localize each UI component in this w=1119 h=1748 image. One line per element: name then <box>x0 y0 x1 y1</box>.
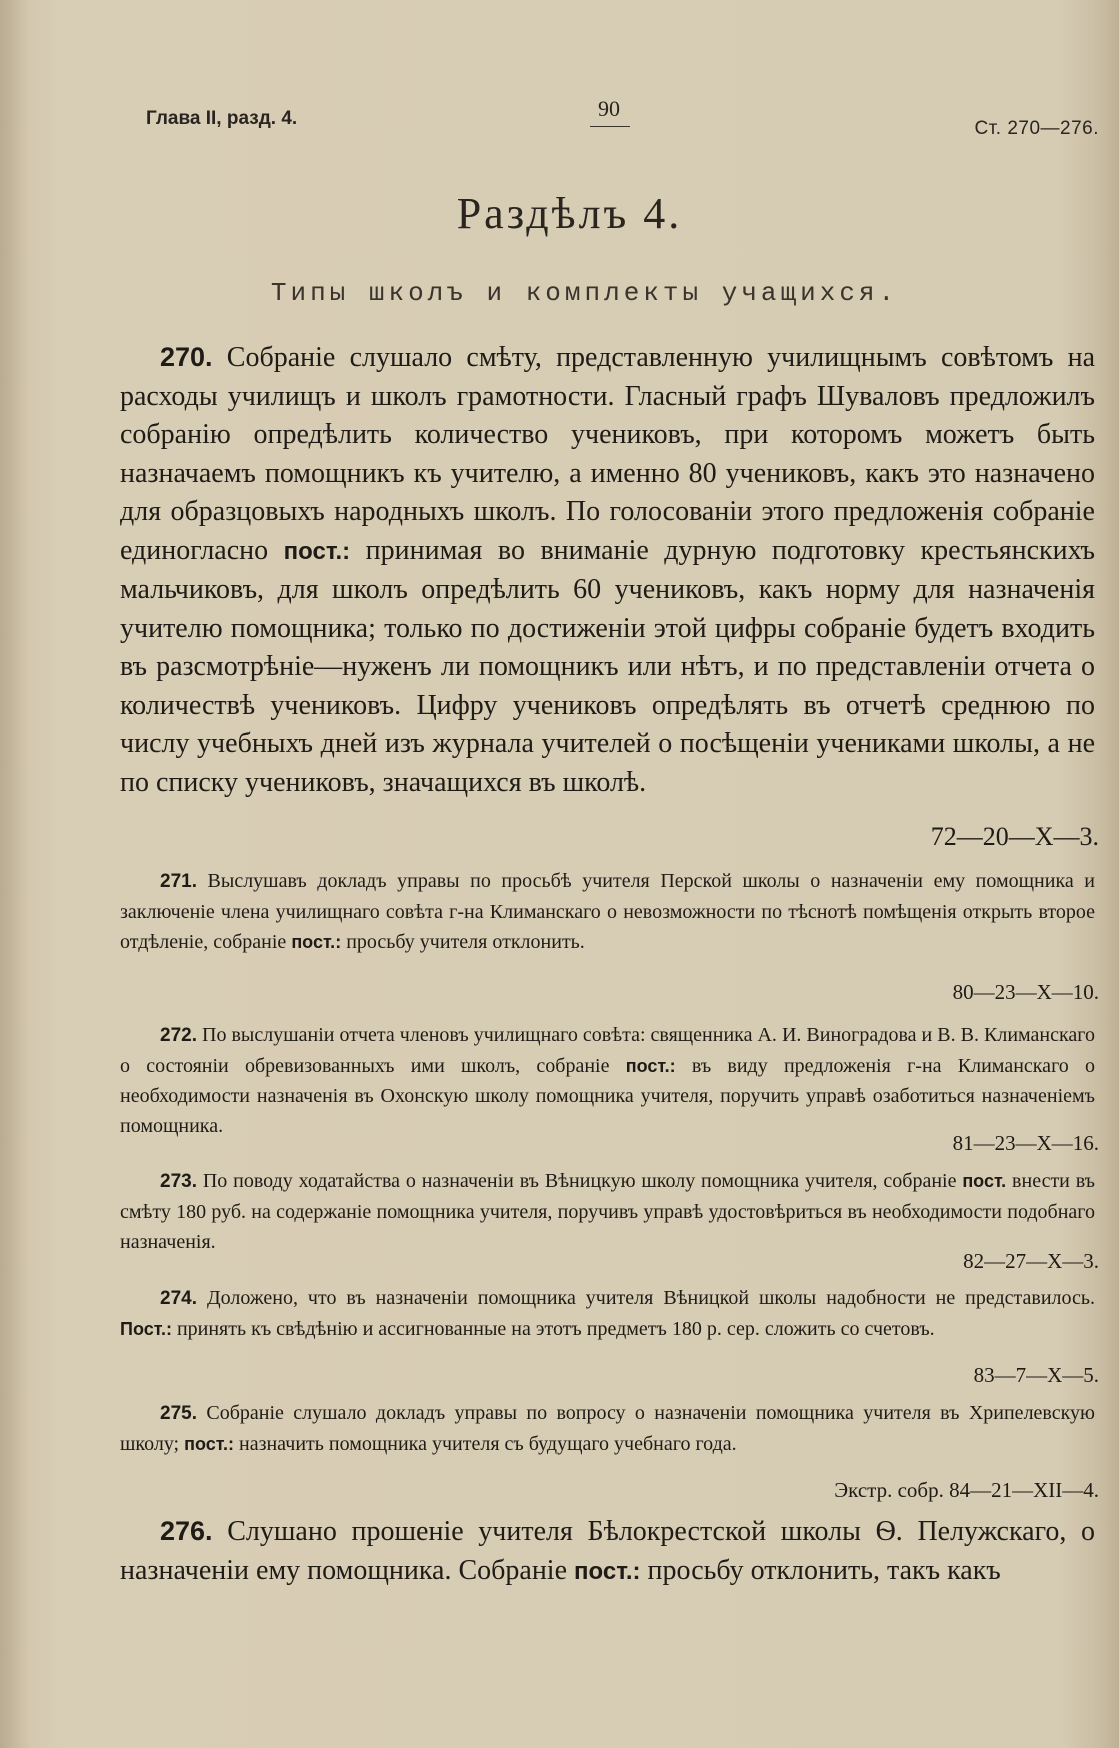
article-text: По выслушаніи отчета членовъ училищнаго совѣта: священника А. И. Виноградова и В. В. Климанскаго о состояніи обревизованныхъ ими школъ, собраніе <box>120 1024 1095 1077</box>
article-number: 275. <box>160 1403 197 1424</box>
resolution-keyword: пост.: <box>291 932 342 952</box>
resolution-keyword: пост.: <box>625 1056 676 1076</box>
page-number: 90 <box>598 96 620 121</box>
article-275-reference: Экстр. собр. 84—21—XII—4. <box>834 1478 1099 1502</box>
article-271-reference: 80—23—X—10. <box>952 980 1099 1004</box>
article-text: Собраніе слушало смѣту, представленную училищнымъ совѣтомъ на расходы училищъ и школъ грамотности. Гласный графъ Шуваловъ предложилъ собранію опредѣлить количество учениковъ, при которомъ можетъ быть назначаемъ помощникъ къ учителю, а именно 80 учениковъ, какъ это назначено для образцовыхъ народныхъ школъ. По голосованіи этого предложенія собраніе единогласно <box>120 342 1095 566</box>
article-270 <box>120 338 1095 802</box>
resolution-keyword: Пост.: <box>120 1319 172 1339</box>
resolution-keyword: пост.: <box>574 1557 641 1585</box>
article-number: 271. <box>160 871 197 892</box>
article-275 <box>120 1398 1095 1459</box>
article-number: 273. <box>160 1171 197 1192</box>
article-271 <box>120 866 1095 957</box>
article-text-cont: въ виду предложенія г-на Климанскаго о необходимости назначенія въ Охонскую школу помощника учителя, поручить управѣ озаботиться назначеніемъ помощника. <box>120 1055 1096 1137</box>
article-number: 272. <box>160 1025 197 1046</box>
article-text: Собраніе слушало докладъ управы по вопросу о назначеніи помощника учителя въ Хрипелевскую школу; <box>120 1402 1095 1455</box>
article-text-cont: просьбу отклонить, такъ какъ <box>647 1554 1001 1586</box>
article-273 <box>120 1166 1095 1257</box>
article-272 <box>120 1020 1095 1141</box>
article-text: По поводу ходатайства о назначеніи въ Вѣницкую школу помощника учителя, собраніе <box>202 1170 957 1192</box>
article-number: 270. <box>160 342 213 372</box>
article-274-reference: 83—7—X—5. <box>973 1363 1099 1387</box>
article-text: Слушано прошеніе учителя Бѣлокрестской школы Ѳ. Пелужскаго, о назначеніи ему помощника. Собраніе <box>120 1516 1095 1586</box>
resolution-keyword: пост. <box>962 1171 1007 1191</box>
article-text-cont: назначить помощника учителя съ будущаго учебнаго года. <box>239 1433 737 1455</box>
article-text-cont: принимая во вниманіе дурную подготовку крестьянскихъ мальчиковъ, для школъ опредѣлить 60 учениковъ, какъ норму для назначенія учителю помощника; только по достиженіи этой цифры собраніе будетъ входить въ разсмотрѣніе—нуженъ ли помощникъ или нѣтъ, и по представленіи отчета о количествѣ учениковъ. Цифру учениковъ опредѣлять въ отчетѣ среднюю по числу учебныхъ дней изъ журнала учителей о посѣщеніи учениками школы, а не по списку учениковъ, значащихся въ школѣ. <box>120 534 1096 798</box>
resolution-keyword: пост.: <box>184 1434 234 1454</box>
section-title: Раздѣлъ 4. <box>456 189 683 238</box>
article-270-reference: 72—20—X—3. <box>930 822 1099 851</box>
article-274 <box>120 1283 1095 1344</box>
resolution-keyword: пост.: <box>283 537 351 565</box>
article-range-header: Ст. 270—276. <box>974 118 1099 139</box>
article-number: 276. <box>160 1516 213 1546</box>
article-273-reference: 82—27—X—3. <box>963 1249 1099 1273</box>
article-272-reference: 81—23—X—16. <box>952 1131 1099 1155</box>
article-text: Доложено, что въ назначеніи помощника учителя Вѣницкой школы надобности не представилось. <box>206 1287 1096 1309</box>
article-text-cont: просьбу учителя отклонить. <box>346 931 585 953</box>
article-276 <box>120 1512 1095 1591</box>
article-number: 274. <box>160 1288 197 1309</box>
article-text: Выслушавъ докладъ управы по просьбѣ учителя Перской школы о назначеніи ему помощника и заключеніе члена училищнаго совѣта г-на Климанскаго о невозможности по тѣснотѣ помѣщенія открыть второе отдѣленіе, собраніе <box>120 870 1095 953</box>
article-text-cont: принять къ свѣдѣнію и ассигнованные на этотъ предметъ 180 р. сер. сложить со счетовъ. <box>176 1318 935 1340</box>
section-subtitle: Типы школъ и комплекты учащихся. <box>270 278 899 308</box>
article-text-cont: внести въ смѣту 180 руб. на содержаніе помощника учителя, поручивъ управѣ удостовѣриться въ необходимости подобнаго назначенія. <box>120 1170 1096 1253</box>
chapter-header: Глава II, разд. 4. <box>146 108 298 129</box>
page-number-rule <box>590 126 630 127</box>
